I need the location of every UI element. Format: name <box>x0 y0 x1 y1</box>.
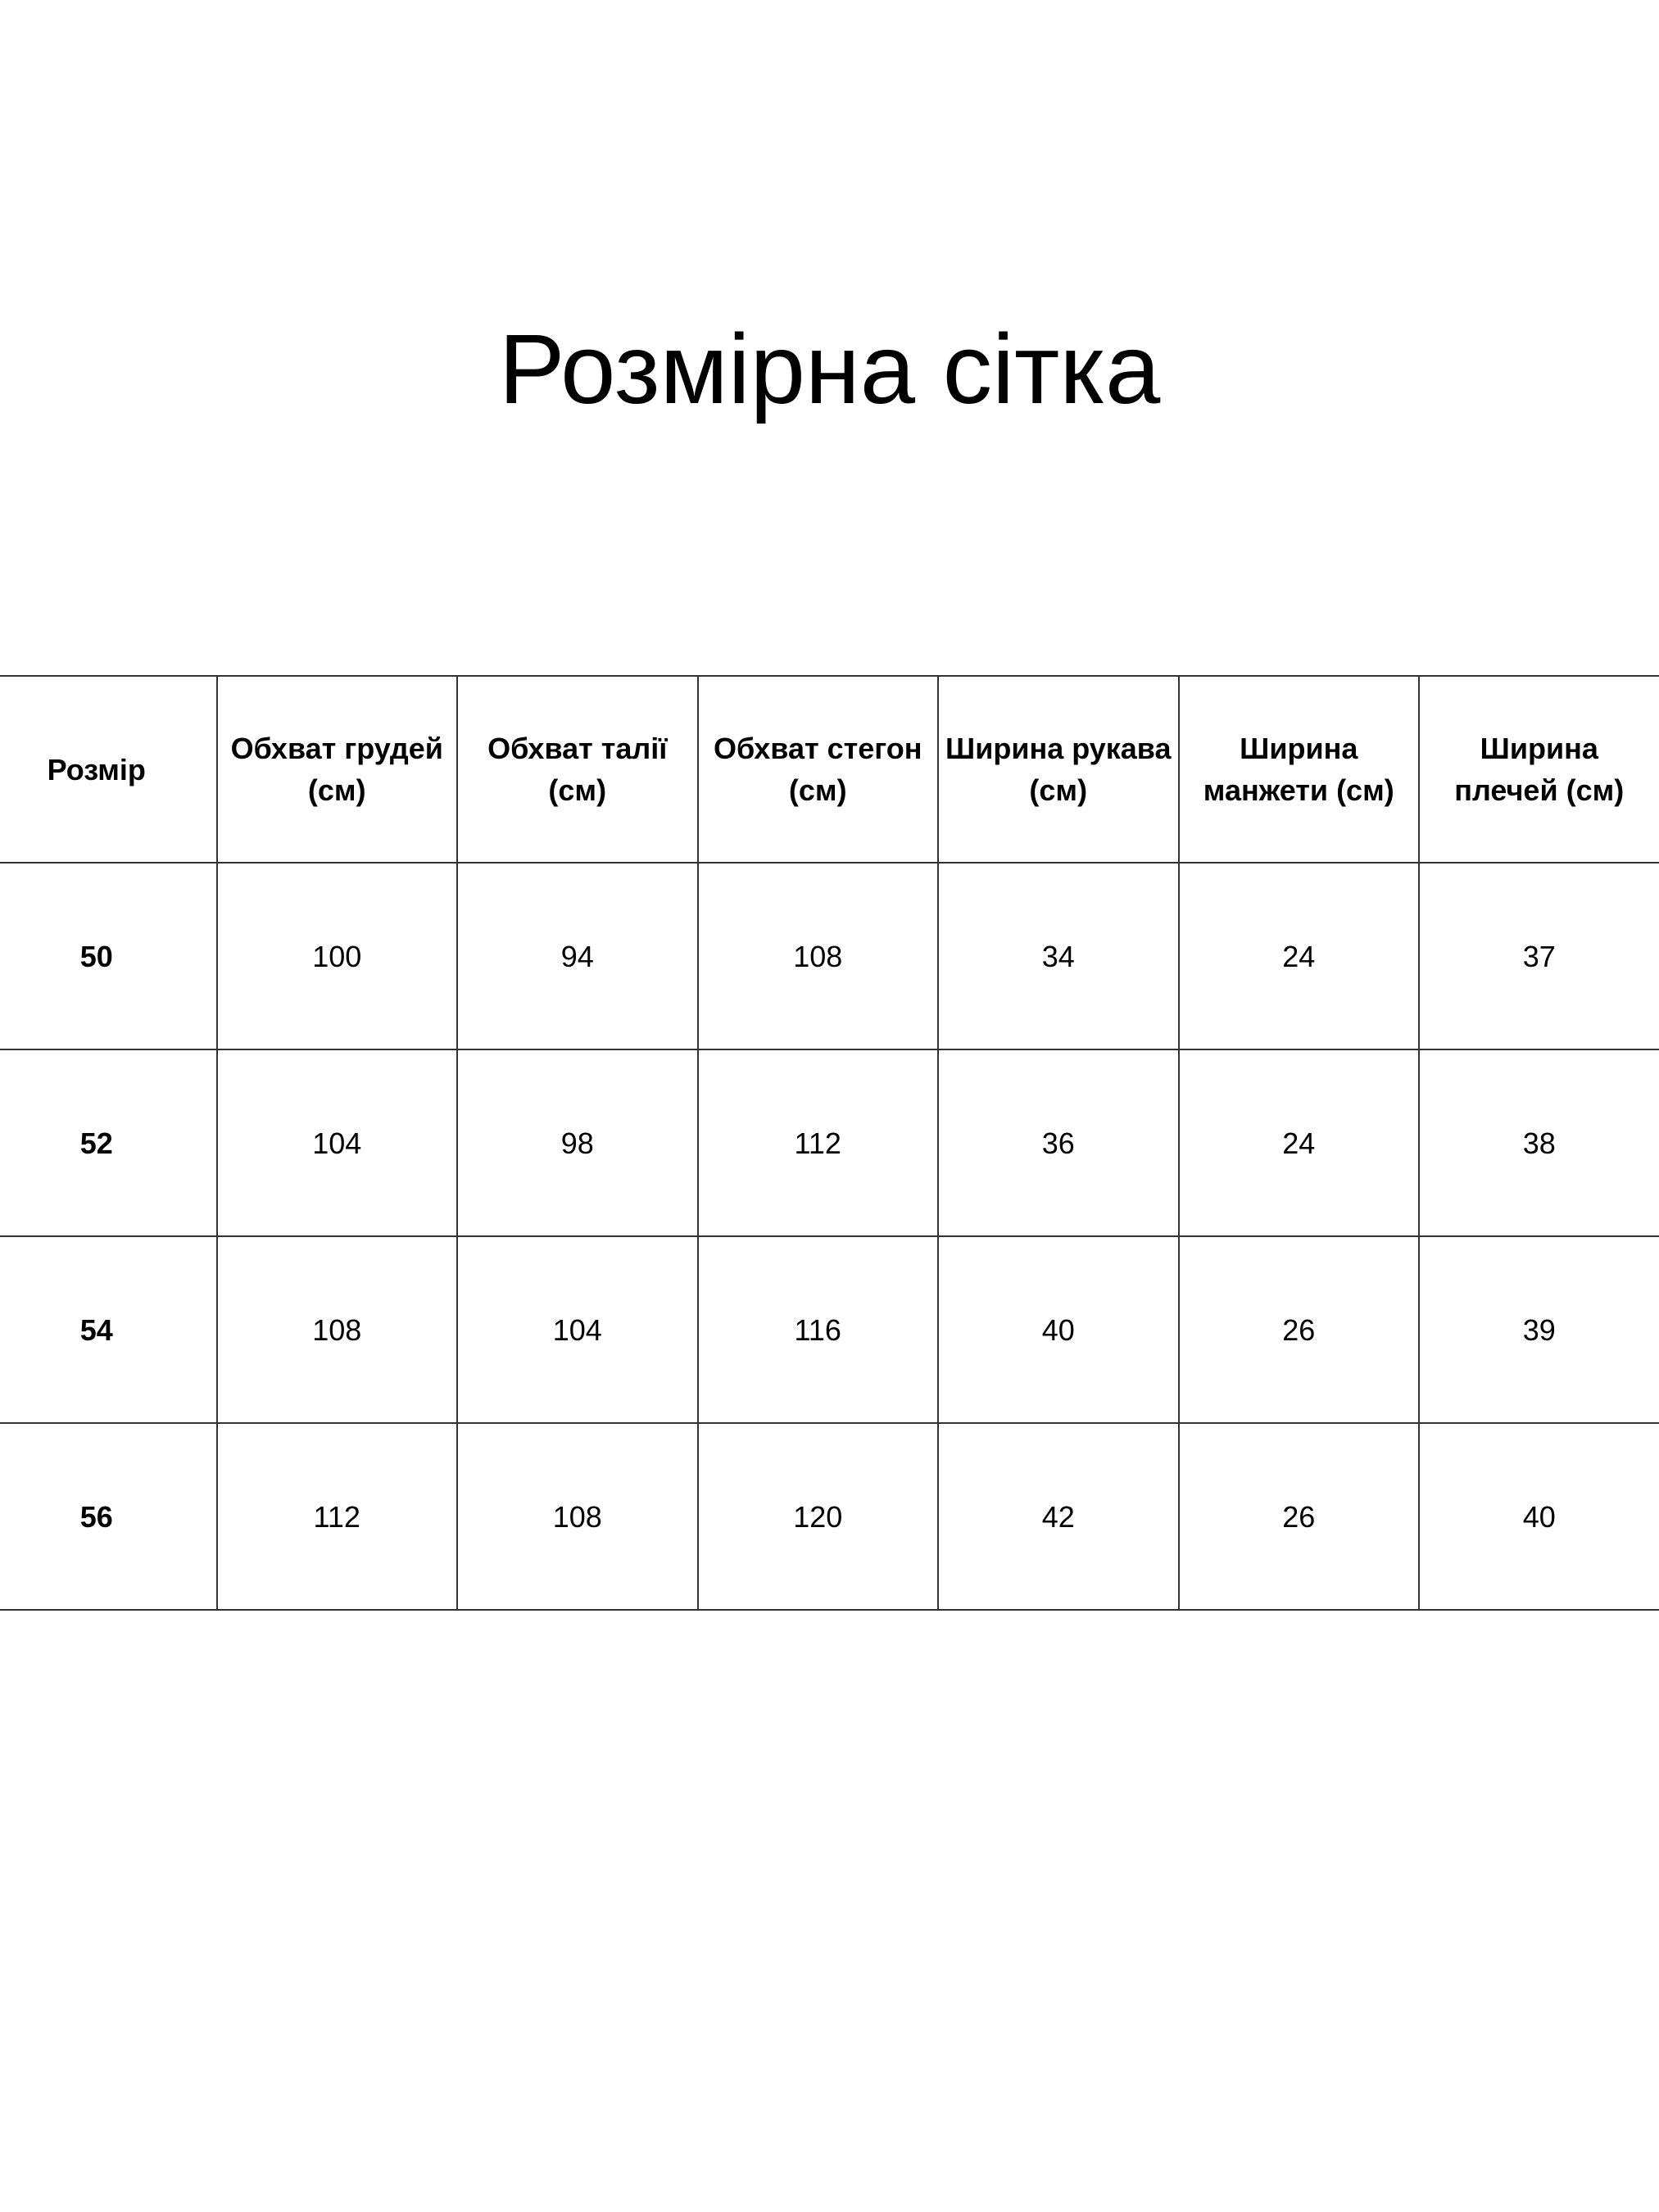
table-cell: 40 <box>1419 1423 1659 1610</box>
size-cell: 54 <box>0 1236 217 1423</box>
table-cell: 24 <box>1179 1049 1420 1236</box>
table-cell: 26 <box>1179 1236 1420 1423</box>
header-waist: Обхват талії (см) <box>457 676 698 863</box>
table-cell: 120 <box>698 1423 939 1610</box>
table-cell: 116 <box>698 1236 939 1423</box>
size-cell: 56 <box>0 1423 217 1610</box>
table-cell: 26 <box>1179 1423 1420 1610</box>
table-cell: 104 <box>217 1049 458 1236</box>
table-cell: 104 <box>457 1236 698 1423</box>
table-cell: 24 <box>1179 863 1420 1049</box>
table-cell: 94 <box>457 863 698 1049</box>
header-cuff-width: Ширина манжети (см) <box>1179 676 1420 863</box>
header-shoulder-width: Ширина плечей (см) <box>1419 676 1659 863</box>
table-cell: 112 <box>217 1423 458 1610</box>
table-cell: 34 <box>938 863 1179 1049</box>
table-cell: 108 <box>457 1423 698 1610</box>
table-cell: 100 <box>217 863 458 1049</box>
table-cell: 37 <box>1419 863 1659 1049</box>
table-cell: 40 <box>938 1236 1179 1423</box>
header-hips: Обхват стегон (см) <box>698 676 939 863</box>
size-cell: 50 <box>0 863 217 1049</box>
size-cell: 52 <box>0 1049 217 1236</box>
table-row <box>0 1236 1659 1423</box>
table-cell: 36 <box>938 1049 1179 1236</box>
table-cell: 39 <box>1419 1236 1659 1423</box>
table-cell: 98 <box>457 1049 698 1236</box>
table-cell: 108 <box>698 863 939 1049</box>
table-header-row <box>0 676 1659 863</box>
page-title: Розмірна сітка <box>498 313 1161 424</box>
table-row <box>0 1049 1659 1236</box>
table-cell: 108 <box>217 1236 458 1423</box>
table-row <box>0 1423 1659 1610</box>
table-cell: 112 <box>698 1049 939 1236</box>
header-size: Розмір <box>0 676 217 863</box>
header-sleeve-width: Ширина рукава (см) <box>938 676 1179 863</box>
table-cell: 42 <box>938 1423 1179 1610</box>
size-chart-table <box>0 675 1659 1611</box>
table-row <box>0 863 1659 1049</box>
header-chest: Обхват грудей (см) <box>217 676 458 863</box>
table-cell: 38 <box>1419 1049 1659 1236</box>
